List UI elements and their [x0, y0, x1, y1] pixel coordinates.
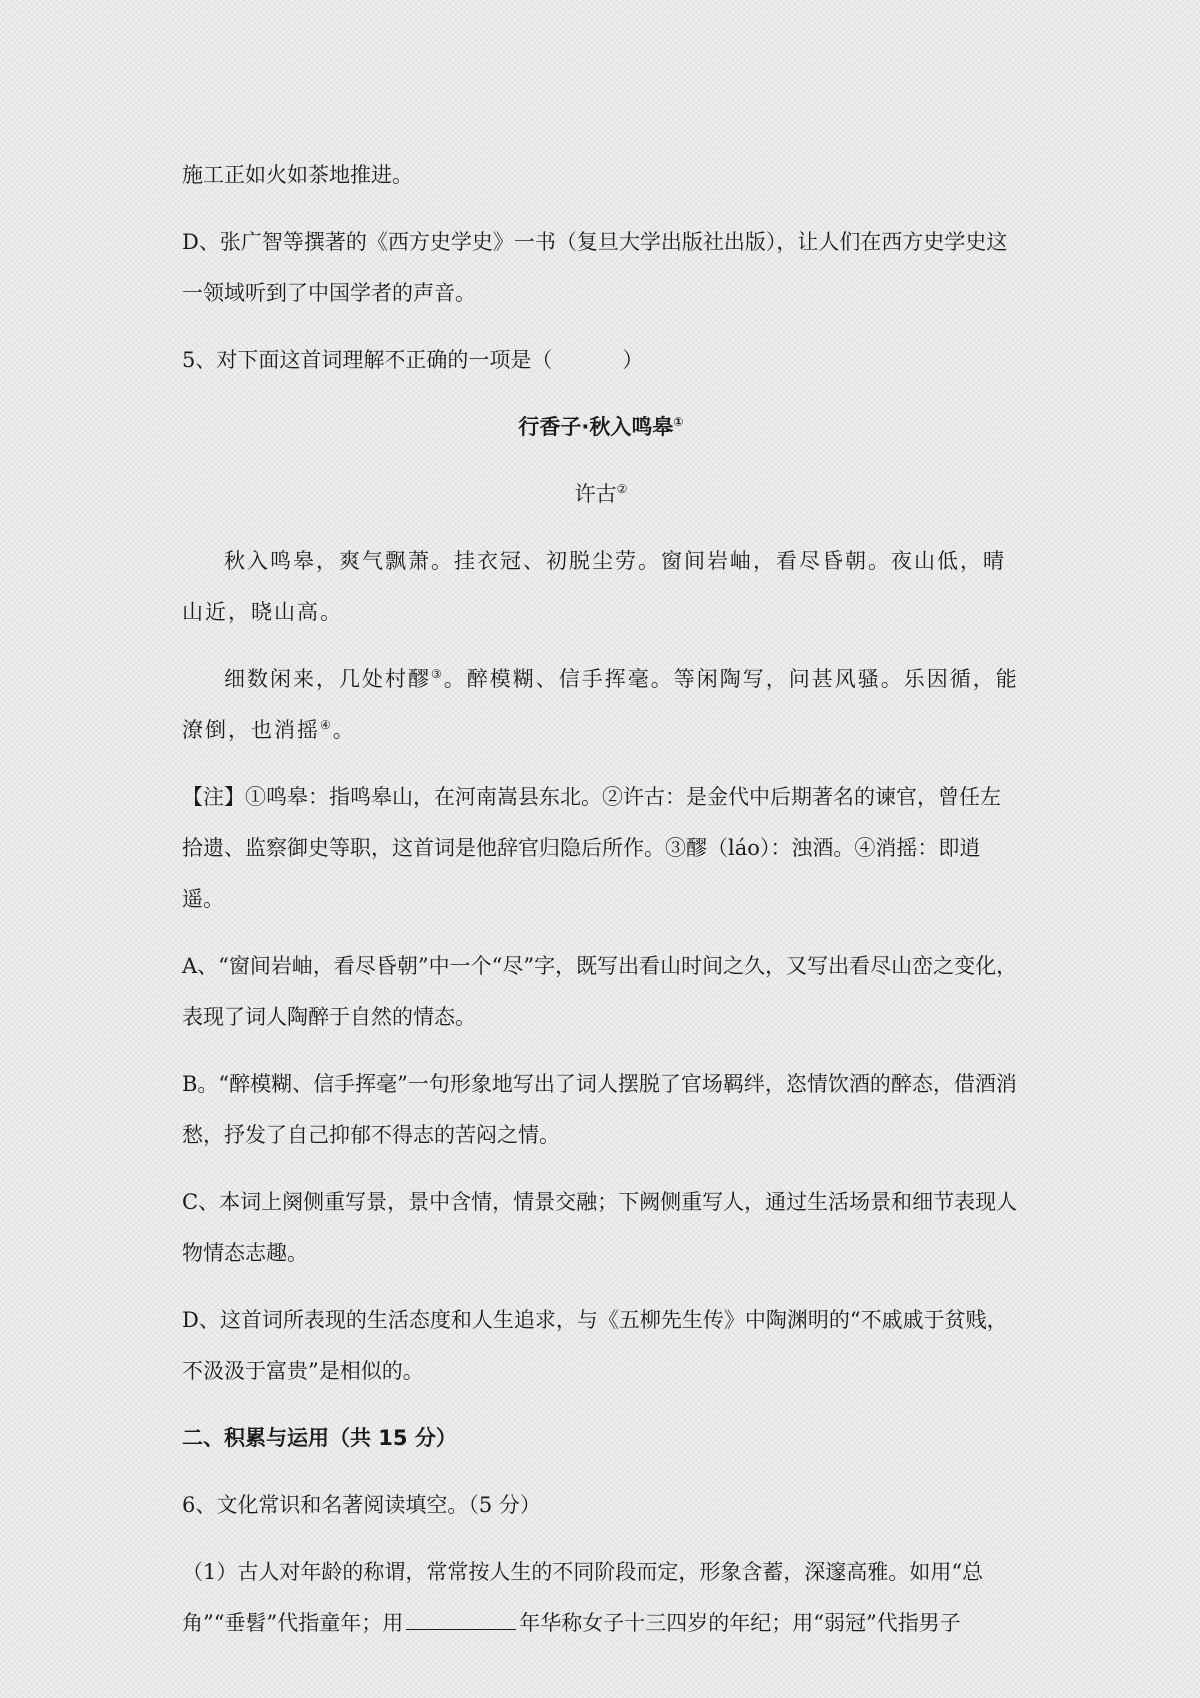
question-6-part-1 — [182, 1547, 1020, 1649]
poem-stanza-1: 秋入鸣皋，爽气飘萧。挂衣冠、初脱尘劳。窗间岩岫，看尽昏朝。夜山低，晴山近，晓山高。 — [182, 549, 1006, 624]
question-6-part-1-a: （1）古人对年龄的称谓，常常按人生的不同阶段而定，形象含蓄，深邃高雅。如用“总角”“垂髫”代指童年；用 — [182, 1560, 984, 1635]
poem-title-text: 行香子·秋入鸣皋 — [518, 415, 674, 439]
text-line-prev: 施工正如火如茶地推进。 — [182, 163, 413, 187]
poem-footnote-mark-4: ④ — [320, 718, 333, 732]
poem-author-text: 许古 — [574, 482, 617, 506]
poem-footnote-mark-3: ③ — [431, 667, 444, 681]
question-5-close: ） — [622, 348, 644, 372]
fill-in-blank[interactable] — [406, 1609, 516, 1630]
section-2-heading: 二、积累与运用（共 15 分） — [182, 1426, 457, 1450]
poem-author — [182, 469, 1020, 520]
option-d: D、这首词所表现的生活态度和人生追求，与《五柳先生传》中陶渊明的“不戚戚于贫贱，不汲汲于富贵”是相似的。 — [182, 1308, 1008, 1383]
poem-author-footnote-mark: ② — [616, 482, 628, 496]
question-5 — [182, 335, 1020, 386]
poem-title-footnote-mark: ① — [673, 415, 684, 429]
poem-stanza-2-b: 。醉模糊、信手挥毫。等闲陶写，问甚风骚。乐因循，能潦倒，也消摇 — [182, 667, 1019, 742]
question-5-text: 5、对下面这首词理解不正确的一项是（ — [182, 348, 553, 372]
question-6: 6、文化常识和名著阅读填空。（5 分） — [182, 1493, 541, 1517]
poem-notes: 【注】①鸣皋：指鸣皋山，在河南嵩县东北。②许古：是金代中后期著名的谏官，曾任左拾遗、监察御史等职，这首词是他辞官归隐后所作。③醪（láo）：浊酒。④消摇：即逍遥。 — [182, 785, 1001, 911]
poem-stanza-2 — [182, 654, 1020, 756]
option-b: B。“醉模糊、信手挥毫”一句形象地写出了词人摆脱了官场羁绊，恣情饮酒的醉态，借酒消愁，抒发了自己抑郁不得志的苦闷之情。 — [182, 1072, 1017, 1147]
poem-stanza-2-a: 细数闲来，几处村醪 — [224, 667, 431, 691]
poem-title — [182, 402, 1020, 453]
option-a: A、“窗间岩岫，看尽昏朝”中一个“尽”字，既写出看山时间之久，又写出看尽山峦之变化，表现了词人陶醉于自然的情态。 — [182, 954, 1018, 1029]
option-c: C、本词上阕侧重写景，景中含情，情景交融；下阙侧重写人，通过生活场景和细节表现人物情态志趣。 — [182, 1190, 1018, 1265]
document-body — [182, 150, 1020, 1665]
poem-stanza-2-c: 。 — [332, 718, 356, 742]
prev-option-d: D、张广智等撰著的《西方史学史》一书（复旦大学出版社出版），让人们在西方史学史这一领域听到了中国学者的声音。 — [182, 230, 1008, 305]
question-6-part-1-b: 年华称女子十三四岁的年纪；用“弱冠”代指男子 — [519, 1611, 961, 1635]
